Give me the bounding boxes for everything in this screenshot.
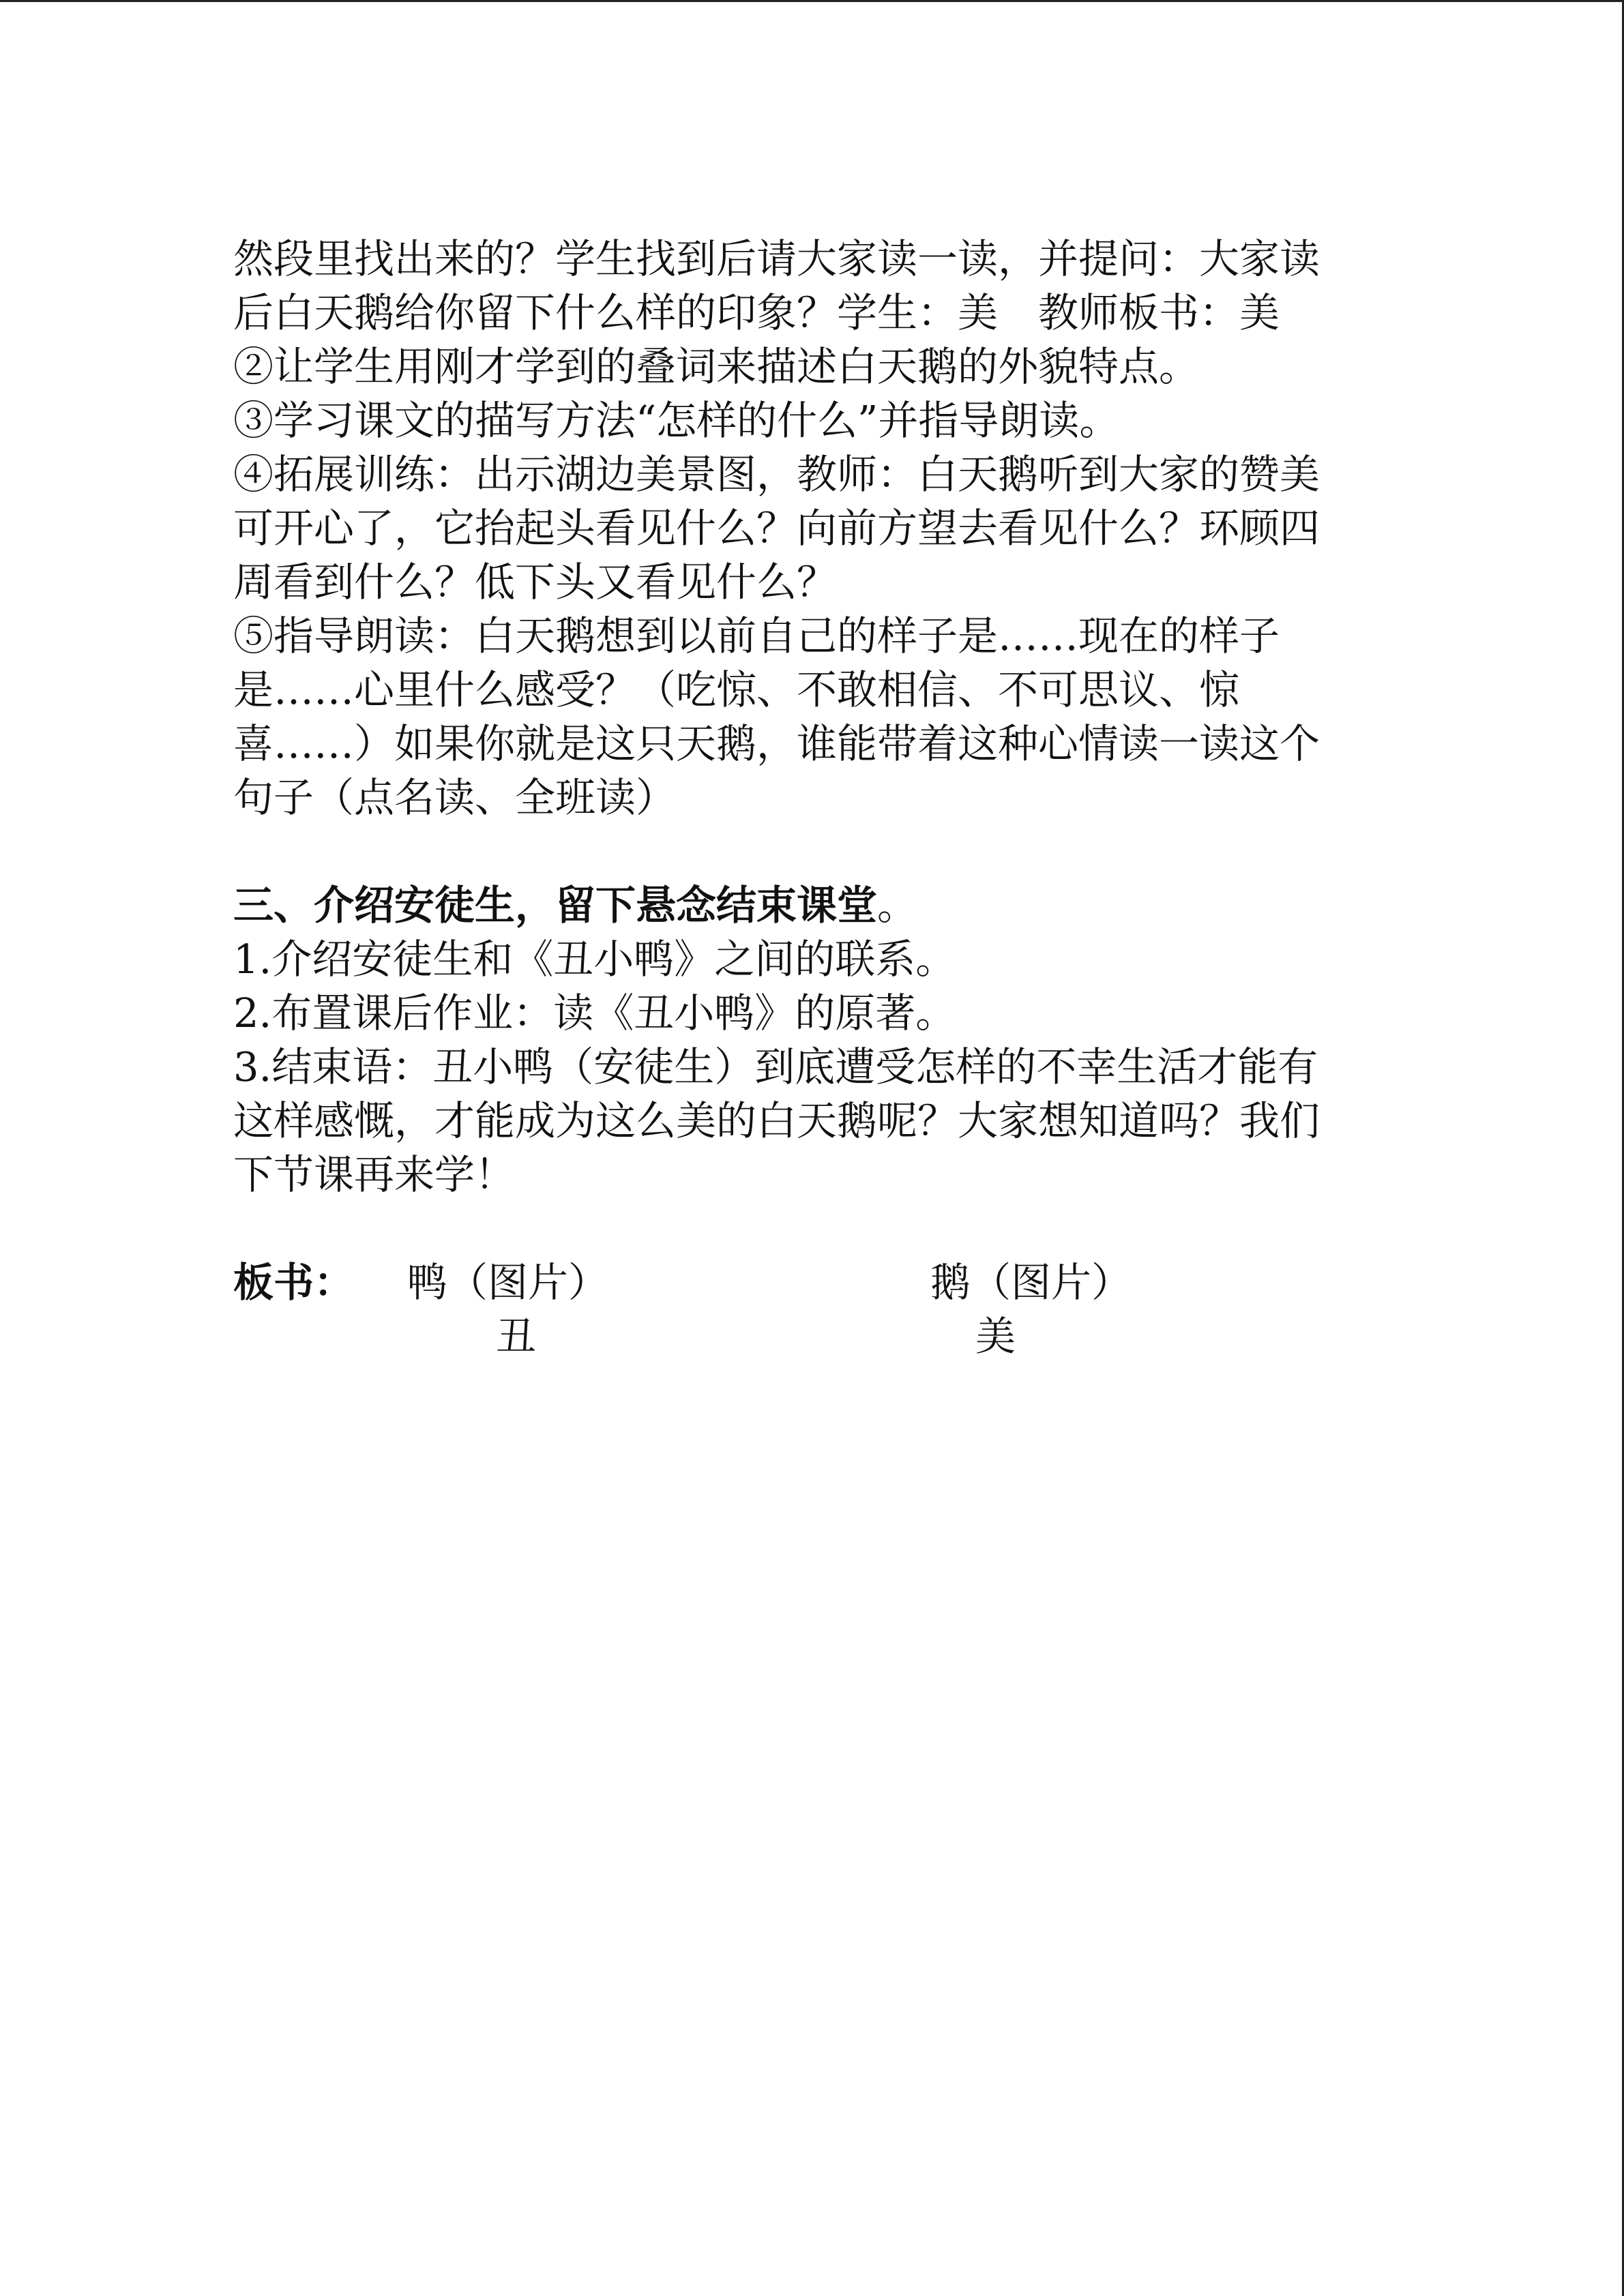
text-line: ②让学生用刚才学到的叠词来描述白天鹅的外貌特点。	[233, 343, 1200, 390]
section-item: 这样感慨，才能成为这么美的白天鹅呢？大家想知道吗？我们	[233, 1097, 1320, 1144]
section-heading-text: 三、介绍安徒生，留下悬念结束课堂	[233, 882, 878, 929]
text-line: 喜……）如果你就是这只天鹅，谁能带着这种心情读一读这个	[233, 720, 1320, 767]
text-line: 句子（点名读、全班读）	[233, 774, 677, 821]
text-line: 然段里找出来的？学生找到后请大家读一读，并提问：大家读	[233, 235, 1320, 282]
blackboard-ugly-word: 丑	[496, 1313, 537, 1360]
text-line: 周看到什么？低下头又看见什么？	[233, 558, 838, 606]
section-item: 3.结束语：丑小鸭（安徒生）到底遭受怎样的不幸生活才能有	[233, 1043, 1318, 1090]
text-line: ④拓展训练：出示湖边美景图，教师：白天鹅听到大家的赞美	[233, 451, 1320, 498]
section-heading	[233, 878, 1413, 932]
text-line: ③学习课文的描写方法“怎样的什么”并指导朗读。	[233, 397, 1120, 444]
paragraph-spacer	[233, 824, 1413, 878]
section-item: 2.布置课后作业：读《丑小鸭》的原著。	[233, 989, 956, 1037]
lesson-paragraph	[233, 232, 1413, 824]
section-heading-period: 。	[877, 882, 918, 929]
blackboard-swan-caption: 鹅（图片）	[930, 1259, 1132, 1306]
blackboard-beautiful-word: 美	[975, 1313, 1016, 1360]
paragraph-spacer	[233, 1202, 1413, 1255]
blackboard-layout	[233, 1255, 1413, 1365]
page-top-border	[0, 0, 1624, 2]
text-line: 是……心里什么感受？（吃惊、不敢相信、不可思议、惊	[233, 666, 1240, 713]
section-3	[233, 878, 1413, 1202]
section-item: 1.介绍安徒生和《丑小鸭》之间的联系。	[233, 936, 956, 983]
text-line: 后白天鹅给你留下什么样的印象？学生：美 教师板书：美	[233, 289, 1280, 336]
document-body	[233, 232, 1413, 1365]
blackboard-label: 板书：	[233, 1259, 355, 1306]
section-item: 下节课再来学！	[233, 1151, 516, 1198]
text-line: ⑤指导朗读：白天鹅想到以前自己的样子是……现在的样子	[233, 612, 1280, 659]
blackboard-duck-caption: 鸭（图片）	[407, 1259, 609, 1306]
text-line: 可开心了，它抬起头看见什么？向前方望去看见什么？环顾四	[233, 505, 1320, 552]
